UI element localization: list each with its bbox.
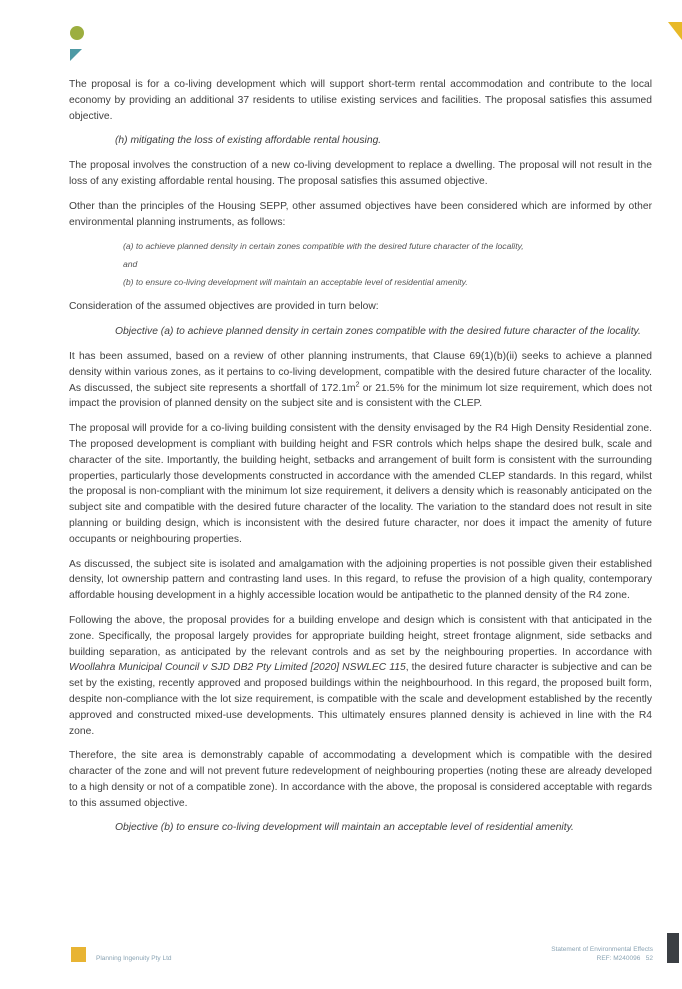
- quoted-objective-a: (a) to achieve planned density in certain zones compatible with the desired future character of the locality,: [123, 241, 524, 252]
- superscript: 2: [355, 381, 360, 389]
- paragraph: As discussed, the subject site is isolated and amalgamation with the adjoining properties is not possible given their established density, lot ownership pattern and contrasting land uses. In this regard, to refuse the provision of a high quality, contemporary affordable housing development in a highly accessible location would be antipathetic to the planned density of the R4 zone.: [69, 558, 652, 602]
- objective-b-heading: Objective (b) to ensure co-living development will maintain an acceptable level of residential amenity.: [115, 822, 574, 834]
- objective-a-heading: Objective (a) to achieve planned density in certain zones compatible with the desired future character of the locality.: [115, 326, 641, 338]
- quoted-and: and: [123, 259, 138, 270]
- text-span: , the desired future character is subjective and can be set by the existing, recently approved and proposed buildings within the neighbourhood. In this regard, the proposed built form, despite non-compliance with the lot size requirement, is compatible with the scale and development established by the recently approved and constructed mixed-use developments. This ultimately ensures planned density is achieved in line with the R4 zone.: [69, 662, 652, 737]
- paragraph: The proposal involves the construction of a new co-living development to replace a dwelling. The proposal will not result in the loss of any existing affordable rental housing. The proposal satisfies this assumed objective.: [69, 160, 652, 187]
- page-body: [69, 77, 652, 845]
- paragraph: The proposal is for a co-living development which will support short-term rental accommodation and contribute to the local economy by providing an additional 37 residents to utilise existing services and facilities. The proposal satisfies this assumed objective.: [69, 79, 652, 122]
- text-span: It has been assumed, based on a review of other planning instruments, that Clause 69(1)(b)(ii) seeks to achieve a planned density within various zones, as it pertains to co-living development, compatible with the desired future character of the locality. As discussed, the subject site represents a shortfall of 172.1m: [69, 350, 652, 394]
- footer-ref-line: [551, 954, 653, 963]
- text-span: or 21.5% for the minimum lot size requirement, which does not impact the provision of planned density on the subject site and is consistent with the CLEP.: [69, 382, 652, 410]
- text-span: Following the above, the proposal provides for a building envelope and design which is consistent with that anticipated in the zone. Specifically, the proposal largely provides for appropriate building height, street frontage alignment, side setbacks and building separation, as anticipated by the relevant controls and as set by the neighbouring properties. In accordance with: [69, 614, 652, 658]
- footer-info: [551, 945, 653, 963]
- decorative-circle: [70, 26, 84, 40]
- footer-company: Planning Ingenuity Pty Ltd: [96, 955, 172, 962]
- decorative-corner-tab: [668, 22, 682, 40]
- paragraph: Consideration of the assumed objectives are provided in turn below:: [69, 301, 379, 313]
- objective-heading-h: (h) mitigating the loss of existing affordable rental housing.: [115, 135, 382, 147]
- footer-bar: [667, 933, 679, 963]
- paragraph: [69, 349, 652, 412]
- company-logo-square: [71, 947, 86, 962]
- page-number: 52: [645, 955, 653, 962]
- footer-doc-title: Statement of Environmental Effects: [551, 946, 653, 953]
- paragraph: [69, 613, 652, 739]
- quoted-objective-b: (b) to ensure co-living development will maintain an acceptable level of residential amenity.: [123, 277, 468, 288]
- footer-ref: REF: M240096: [596, 955, 641, 962]
- decorative-triangle: [70, 49, 82, 61]
- paragraph: Therefore, the site area is demonstrably capable of accommodating a development which is compatible with the desired character of the zone and will not prevent future redevelopment of neighbouring properties (noting these are already developed to a high density or not of a compatible zone). In accordance with the above, the proposal is considered acceptable with regards to this assumed objective.: [69, 750, 652, 809]
- paragraph: The proposal will provide for a co-living building consistent with the density envisaged by the R4 High Density Residential zone. The proposed development is compliant with building height and FSR controls which helps shape the desired bulk, scale and character of the site. Importantly, the building height, setbacks and arrangement of built form is consistent with the surrounding properties, particularly those developments constructed in accordance with the amended CLEP standards. In this regard, whilst the proposal is non-compliant with the minimum lot size requirement, it delivers a density which is reasonably anticipated on the subject site and compatible with the desired future character of the locality. The variation to the standard does not result in site planning or building design, which is inconsistent with the desired future character, nor does it impact the amenity of future occupants or neighbouring properties.: [69, 423, 652, 545]
- case-citation: Woollahra Municipal Council v SJD DB2 Pty Limited [2020] NSWLEC 115: [69, 662, 406, 674]
- paragraph: Other than the principles of the Housing SEPP, other assumed objectives have been considered which are informed by other environmental planning instruments, as follows:: [69, 200, 652, 228]
